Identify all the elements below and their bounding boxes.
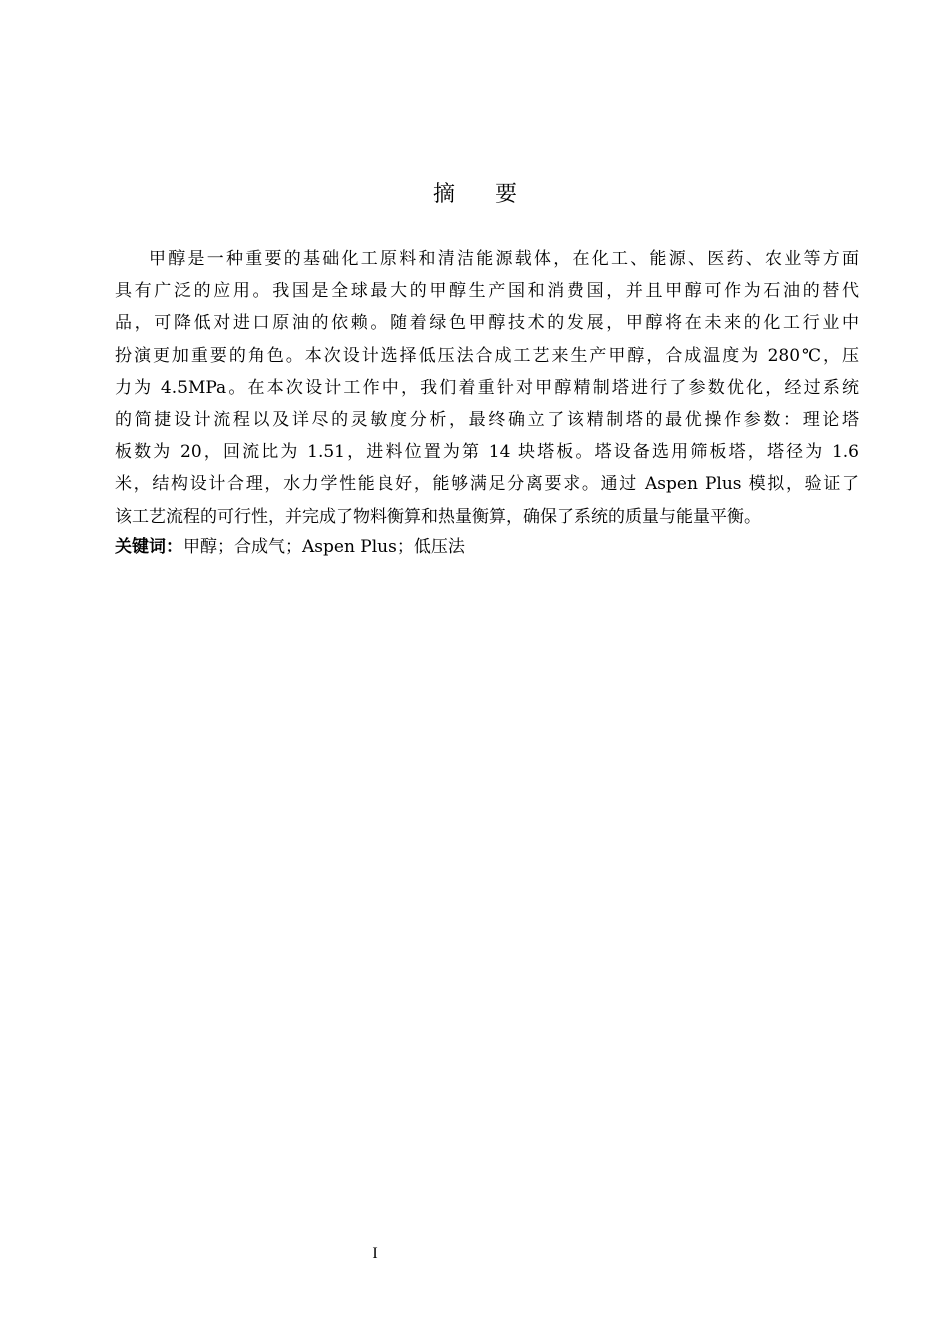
abstract-line-1: 甲醇是一种重要的基础化工原料和清洁能源载体，在化工、能源、医药、农业等方面 [149,249,859,269]
keywords-row [115,533,859,561]
abstract-line-2: 具有广泛的应用。我国是全球最大的甲醇生产国和消费国，并且甲醇可作为石油的替代 [115,281,859,302]
keywords-value: 甲醇；合成气；Aspen Plus；低压法 [183,537,465,557]
abstract-title [0,178,950,212]
abstract-line-3: 品，可降低对进口原油的依赖。随着绿色甲醇技术的发展，甲醇将在未来的化工行业中 [115,313,859,334]
abstract-body [115,243,859,533]
abstract-line-6: 的简捷设计流程以及详尽的灵敏度分析，最终确立了该精制塔的最优操作参数：理论塔 [115,409,859,430]
abstract-line-5: 力为 4.5MPa。在本次设计工作中，我们着重针对甲醇精制塔进行了参数优化，经过系统 [115,377,859,398]
keywords-label: 关键词： [115,537,183,557]
abstract-line-7: 板数为 20，回流比为 1.51，进料位置为第 14 块塔板。塔设备选用筛板塔，塔径为 1.6 [115,442,859,463]
abstract-title-char-1: 摘 [432,182,455,207]
abstract-title-char-2: 要 [495,182,518,207]
abstract-line-4: 扮演更加重要的角色。本次设计选择低压法合成工艺来生产甲醇，合成温度为 280℃，压 [115,345,859,366]
abstract-line-9: 该工艺流程的可行性，并完成了物料衡算和热量衡算，确保了系统的质量与能量平衡。 [115,506,761,527]
abstract-line-8: 米，结构设计合理，水力学性能良好，能够满足分离要求。通过 Aspen Plus 模拟，验证了 [115,474,859,495]
page-number: I [372,1245,378,1262]
